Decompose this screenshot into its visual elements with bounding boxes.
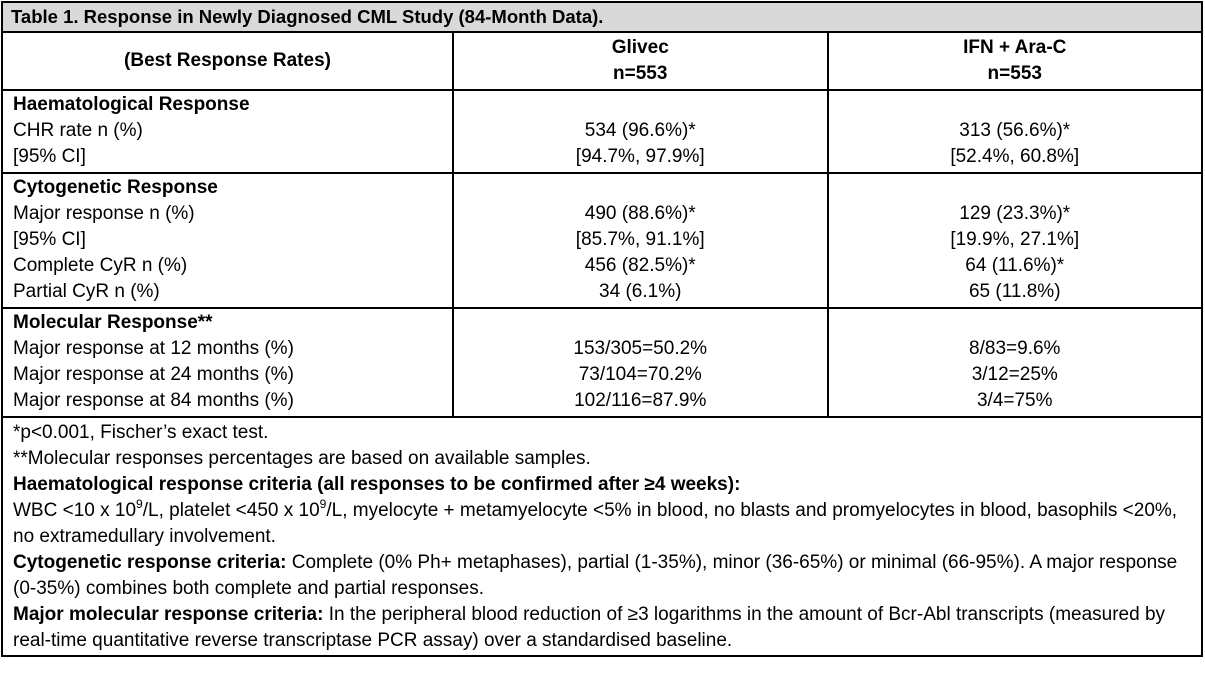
glivec-value: 534 (96.6%)* (584, 120, 696, 141)
header-ifn (828, 32, 1203, 90)
ifn-value: 3/4=75% (976, 390, 1053, 411)
glivec-value: 153/305=50.2% (573, 338, 708, 359)
row-label: Major response n (%) (13, 203, 195, 224)
mol-criteria-text: In the peripheral blood reduction of ≥3 logarithms in the amount of Bcr-Abl transcripts (measured by real-time quantitative reverse transcriptase PCR assay) over a standardised baseline. (13, 604, 1166, 651)
mol-criteria (13, 602, 1191, 654)
section-title: Cytogenetic Response (13, 177, 218, 198)
glivec-value: 73/104=70.2% (578, 364, 702, 385)
ifn-value: 65 (11.8%) (968, 281, 1061, 302)
haem-wbc: WBC <10 x 10 (13, 500, 137, 521)
section-molecular (2, 308, 1202, 417)
ifn-value: 129 (23.3%)* (959, 203, 1071, 224)
ifn-value: [19.9%, 27.1%] (950, 229, 1080, 250)
ifn-value: 3/12=25% (971, 364, 1058, 385)
glivec-value: [94.7%, 97.9%] (575, 146, 705, 167)
section-labels (2, 173, 453, 308)
section-cytogenetic (2, 173, 1202, 308)
haem-sup-1: 9 (136, 496, 143, 511)
header-ifn-name: IFN + Ara-C (963, 37, 1067, 58)
haem-platelet: /L, platelet <450 x 10 (142, 500, 320, 521)
glivec-value: 456 (82.5%)* (584, 255, 696, 276)
row-label: [95% CI] (13, 229, 86, 250)
haem-criteria-text (13, 498, 1191, 550)
table-title: Table 1. Response in Newly Diagnosed CML Study (84-Month Data). (2, 2, 1202, 32)
row-label: Major response at 84 months (%) (13, 390, 294, 411)
cyto-criteria-text: Complete (0% Ph+ metaphases), partial (1-35%), minor (36-65%) or minimal (66-95%). A major response (0-35%) combines both complete and partial responses. (13, 552, 1178, 599)
header-glivec (453, 32, 828, 90)
haem-criteria-heading: Haematological response criteria (all responses to be confirmed after ≥4 weeks): (13, 474, 741, 495)
footnotes-row (2, 417, 1202, 656)
haem-rest: /L, myelocyte + metamyelocyte <5% in blood, no blasts and promyelocytes in blood, basophils <20%, no extramedullary involvement. (13, 500, 1178, 547)
row-label: Major response at 12 months (%) (13, 338, 294, 359)
section-haematological (2, 90, 1202, 173)
cyto-criteria-heading: Cytogenetic response criteria: (13, 552, 287, 573)
row-label: Complete CyR n (%) (13, 255, 188, 276)
footnote-molecular: **Molecular responses percentages are based on available samples. (13, 448, 591, 469)
glivec-value: 34 (6.1%) (599, 281, 682, 302)
row-label: CHR rate n (%) (13, 120, 143, 141)
footnotes (2, 417, 1202, 656)
glivec-values (453, 173, 828, 308)
ifn-values (828, 308, 1203, 417)
header-glivec-name: Glivec (611, 37, 669, 58)
ifn-value: 64 (11.6%)* (965, 255, 1065, 276)
section-title: Molecular Response** (13, 312, 213, 333)
ifn-values (828, 173, 1203, 308)
row-label: Major response at 24 months (%) (13, 364, 294, 385)
ifn-values (828, 90, 1203, 173)
row-label: Partial CyR n (%) (13, 281, 160, 302)
ifn-value: [52.4%, 60.8%] (950, 146, 1080, 167)
glivec-values (453, 308, 828, 417)
glivec-value: 102/116=87.9% (574, 390, 707, 411)
ifn-value: 313 (56.6%)* (959, 120, 1071, 141)
cyto-criteria (13, 550, 1191, 602)
section-title: Haematological Response (13, 94, 250, 115)
response-table (1, 1, 1203, 657)
section-labels (2, 90, 453, 173)
glivec-value: [85.7%, 91.1%] (575, 229, 705, 250)
haem-sup-2: 9 (319, 496, 327, 511)
header-row (2, 32, 1202, 90)
footnote-p-value: *p<0.001, Fischer’s exact test. (13, 422, 269, 443)
mol-criteria-heading: Major molecular response criteria: (13, 604, 324, 625)
header-ifn-n: n=553 (987, 63, 1042, 84)
title-row (2, 2, 1202, 32)
section-labels (2, 308, 453, 417)
row-label: [95% CI] (13, 146, 86, 167)
header-best-response: (Best Response Rates) (2, 32, 453, 90)
ifn-value: 8/83=9.6% (969, 338, 1061, 359)
header-glivec-n: n=553 (613, 63, 668, 84)
glivec-value: 490 (88.6%)* (584, 203, 696, 224)
glivec-values (453, 90, 828, 173)
